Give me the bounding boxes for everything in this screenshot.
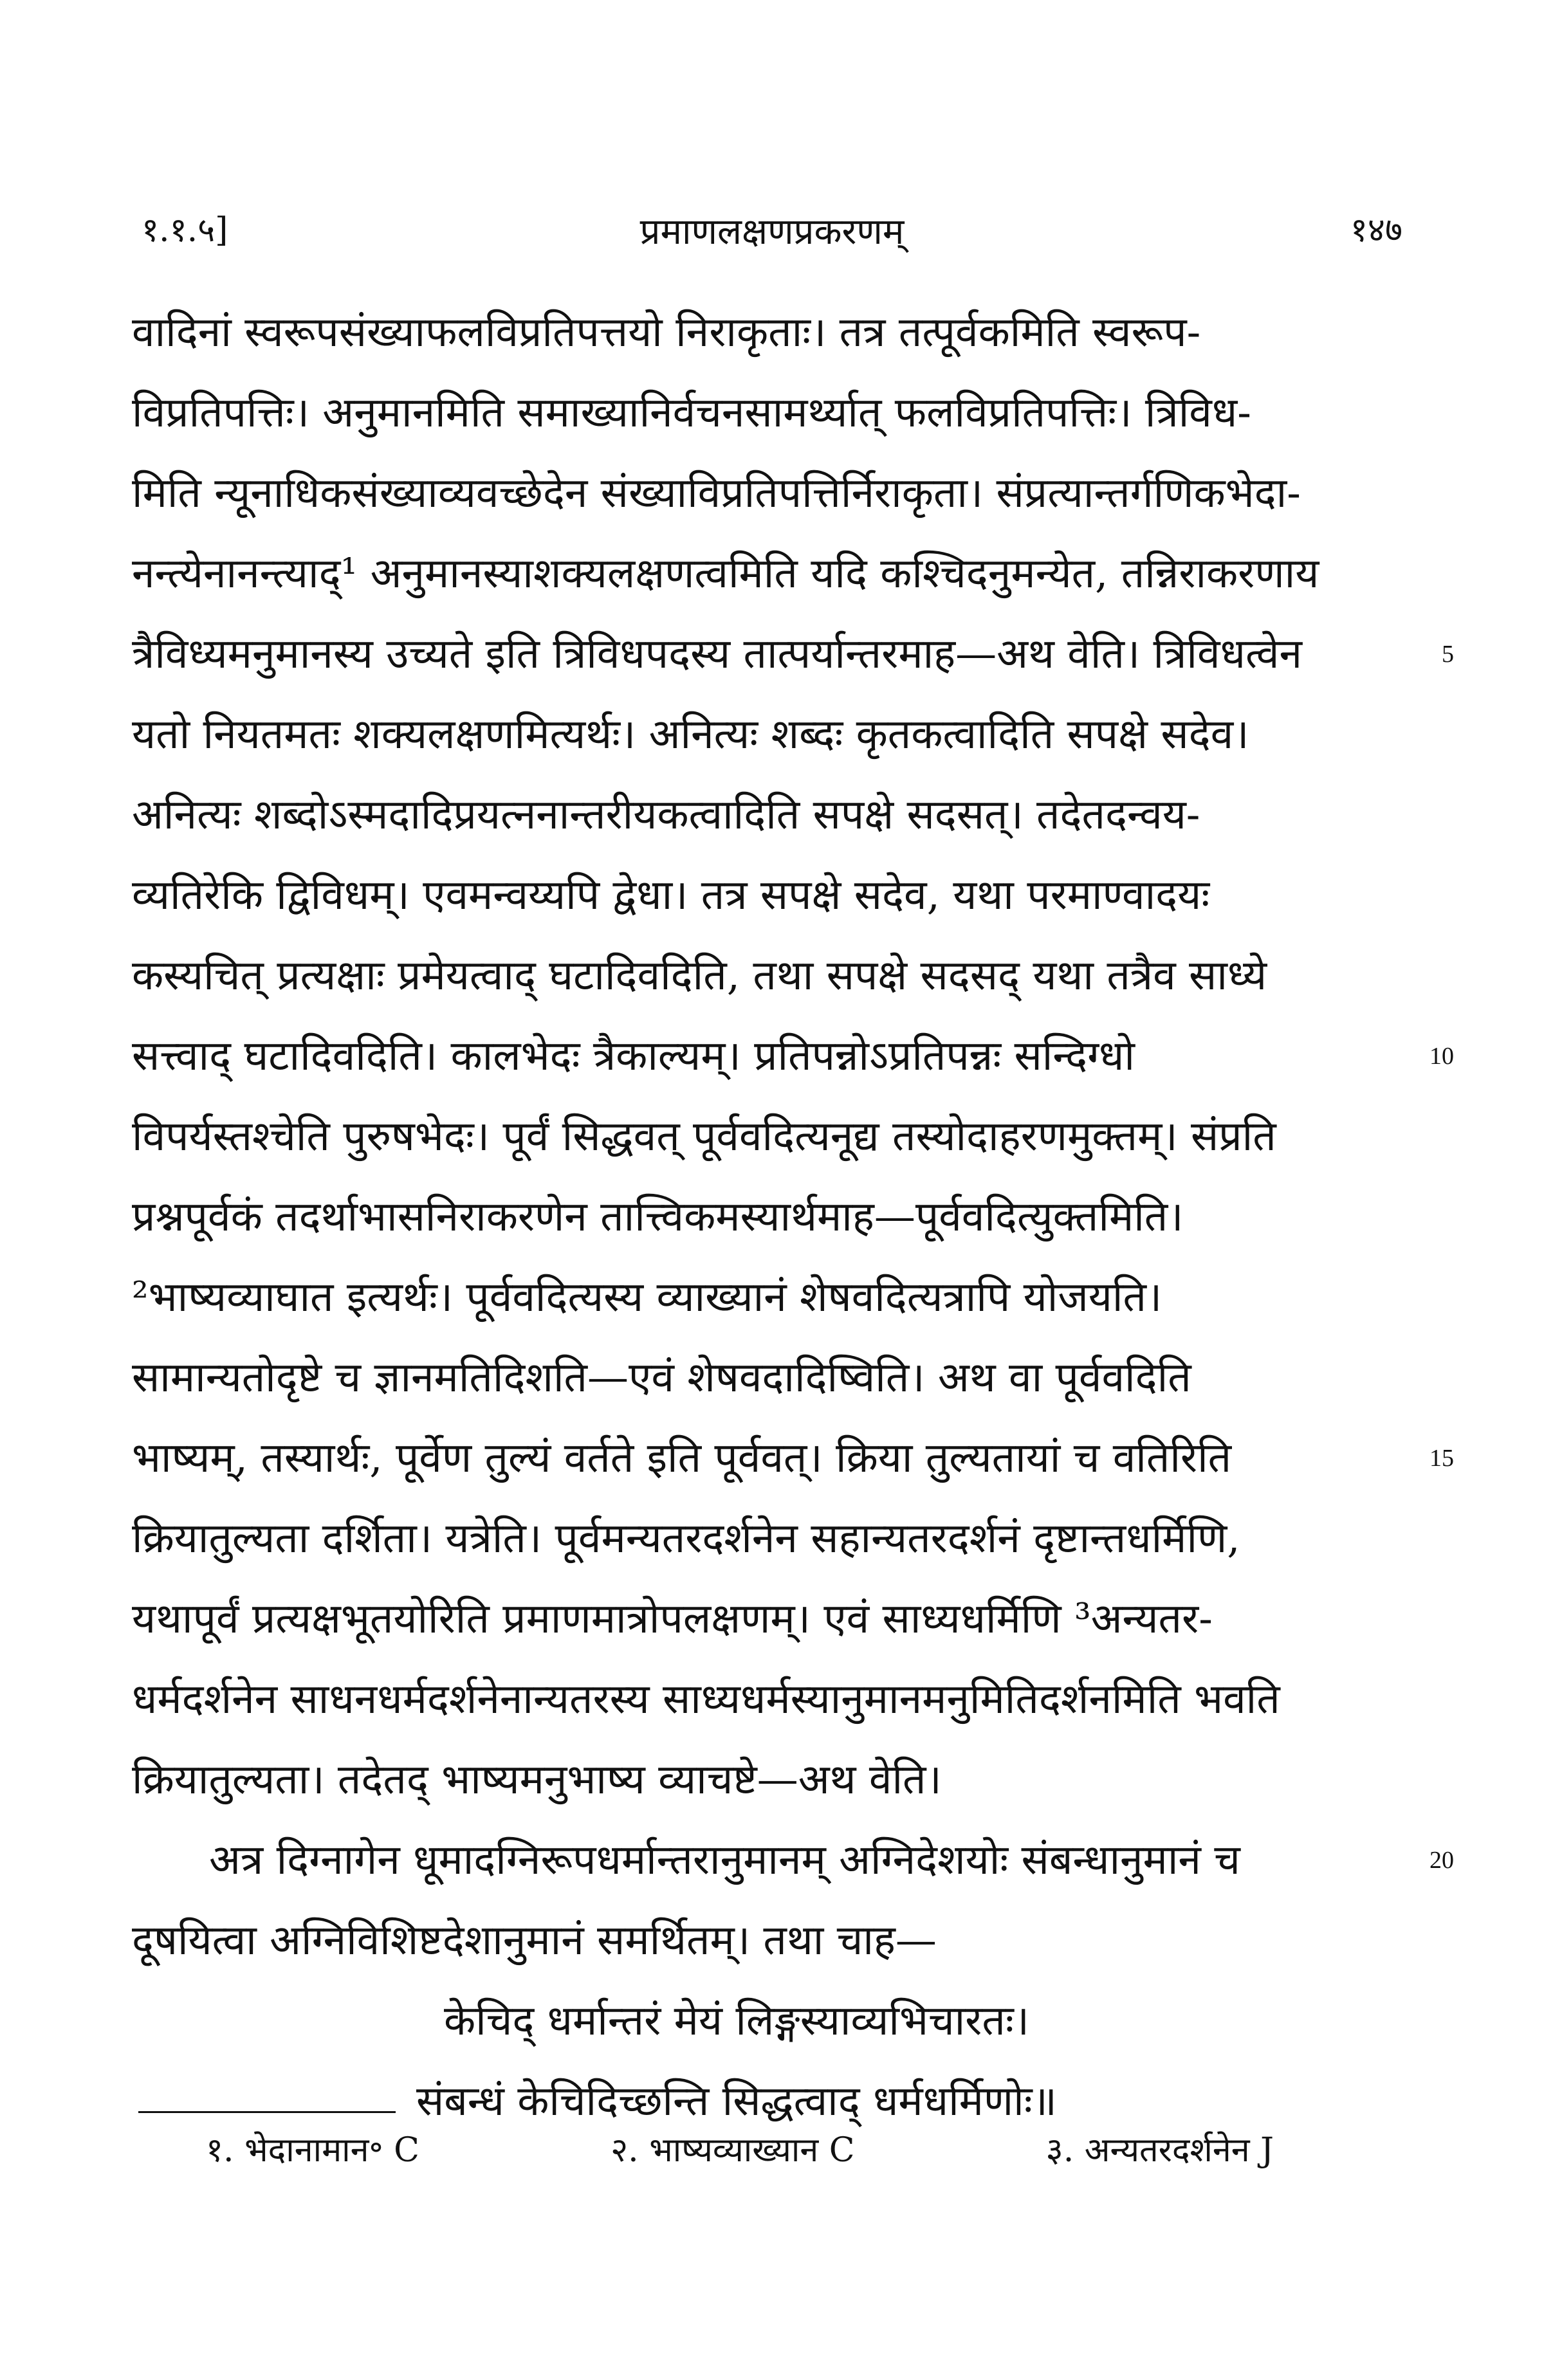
text-line-7: अनित्यः शब्दोऽस्मदादिप्रयत्ननान्तरीयकत्वादिति सपक्षे सदसत्। तदेतदन्वय- <box>132 791 1200 839</box>
text-line-1: वादिनां स्वरूपसंख्याफलविप्रतिपत्तयो निराकृताः। तत्र तत्पूर्वकमिति स्वरूप- <box>132 309 1201 356</box>
footnotes <box>206 2126 1274 2172</box>
verse-line-2: संबन्धं केचिदिच्छन्ति सिद्धत्वाद् धर्मधर्मिणोः॥ <box>416 2078 1058 2125</box>
text-line-20: अत्र दिग्नागेन धूमादग्निरूपधर्मान्तरानुमानम् अग्निदेशयोः संबन्धानुमानं च <box>209 1836 1240 1884</box>
verse-line-1: केचिद् धर्मान्तरं मेयं लिङ्गस्याव्यभिचारतः। <box>443 1997 1030 2045</box>
text-line-21: दूषयित्वा अग्निविशिष्टदेशानुमानं समर्थितम्। तथा चाह— <box>132 1917 937 1964</box>
footnote-2: २. भाष्यव्याख्यान C <box>611 2131 855 2170</box>
text-line-4: नन्त्येनानन्त्याद्¹ अनुमानस्याशक्यलक्षणत्वमिति यदि कश्चिदनुमन्येत, तन्निराकरणाय <box>132 550 1319 598</box>
line-number-10: 10 <box>1429 1043 1454 1070</box>
main-text <box>132 293 1341 2142</box>
line-number-20: 20 <box>1429 1847 1454 1874</box>
text-line-2: विप्रतिपत्तिः। अनुमानमिति समाख्यानिर्वचनसामर्थ्यात् फलविप्रतिपत्तिः। त्रिविध- <box>132 389 1251 437</box>
text-line-16: क्रियातुल्यता दर्शिता। यत्रेति। पूर्वमन्यतरदर्शनेन सहान्यतरदर्शनं दृष्टान्तधर्मिणि, <box>132 1515 1240 1562</box>
line-number-15: 15 <box>1429 1445 1454 1472</box>
text-line-13: ²भाष्यव्याघात इत्यर्थः। पूर्ववदित्यस्य व्याख्यानं शेषवदित्यत्रापि योजयति। <box>132 1274 1163 1321</box>
running-header <box>142 206 1402 264</box>
text-line-11: विपर्यस्तश्चेति पुरुषभेदः। पूर्वं सिद्धवत् पूर्ववदित्यनूद्य तस्योदाहरणमुक्तम्। संप्रति <box>132 1113 1276 1160</box>
text-line-3: मिति न्यूनाधिकसंख्याव्यवच्छेदेन संख्याविप्रतिपत्तिर्निराकृता। संप्रत्यान्तर्गणिकभेदा- <box>132 470 1301 517</box>
page-number: १४७ <box>1350 211 1402 250</box>
text-line-14: सामान्यतोदृष्टे च ज्ञानमतिदिशति—एवं शेषवदादिष्विति। अथ वा पूर्ववदिति <box>132 1354 1191 1402</box>
footnote-divider <box>138 2111 396 2113</box>
text-line-19: क्रियातुल्यता। तदेतद् भाष्यमनुभाष्य व्याचष्टे—अथ वेति। <box>132 1756 942 1804</box>
text-line-5: त्रैविध्यमनुमानस्य उच्यते इति त्रिविधपदस्य तात्पर्यान्तरमाह—अथ वेति। त्रिविधत्वेन <box>132 630 1303 678</box>
footnote-1: १. भेदानामान॰ C <box>206 2131 419 2170</box>
line-number-5: 5 <box>1442 641 1454 668</box>
section-number: १.१.५] <box>142 211 228 250</box>
text-line-12: प्रश्नपूर्वकं तदर्थाभासनिराकरणेन तात्त्विकमस्यार्थमाह—पूर्ववदित्युक्तमिति। <box>132 1193 1184 1241</box>
text-line-6: यतो नियतमतः शक्यलक्षणमित्यर्थः। अनित्यः शब्दः कृतकत्वादिति सपक्षे सदेव। <box>132 711 1249 758</box>
text-line-15: भाष्यम्, तस्यार्थः, पूर्वेण तुल्यं वर्तते इति पूर्ववत्। क्रिया तुल्यतायां च वतिरिति <box>132 1434 1232 1482</box>
page-title: प्रमाणलक्षणप्रकरणम् <box>639 211 905 253</box>
text-line-18: धर्मदर्शनेन साधनधर्मदर्शनेनान्यतरस्य साध्यधर्मस्यानुमानमनुमितिदर्शनमिति भवति <box>132 1676 1280 1723</box>
text-line-10: सत्त्वाद् घटादिवदिति। कालभेदः त्रैकाल्यम्। प्रतिपन्नोऽप्रतिपन्नः सन्दिग्धो <box>132 1032 1135 1080</box>
text-line-17: यथापूर्वं प्रत्यक्षभूतयोरिति प्रमाणमात्रोपलक्षणम्। एवं साध्यधर्मिणि ³अन्यतर- <box>132 1595 1213 1643</box>
text-line-9: कस्यचित् प्रत्यक्षाः प्रमेयत्वाद् घटादिवदिति, तथा सपक्षे सदसद् यथा तत्रैव साध्ये <box>132 952 1267 1000</box>
footnote-3: ३. अन्यतरदर्शनेन J <box>1045 2131 1274 2170</box>
text-line-8: व्यतिरेकि द्विविधम्। एवमन्वय्यपि द्वेधा। तत्र सपक्षे सदेव, यथा परमाण्वादयः <box>132 872 1210 919</box>
